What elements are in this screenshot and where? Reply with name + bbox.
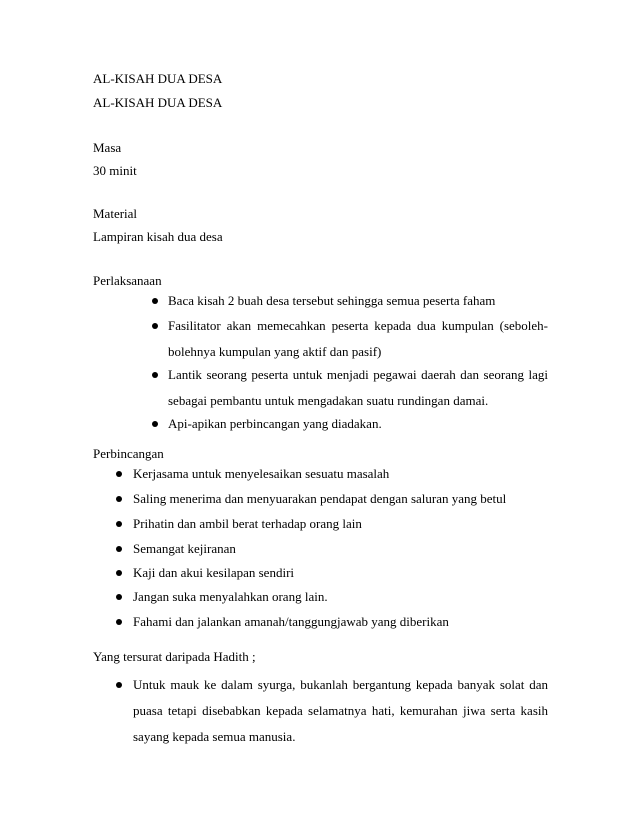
bullet-icon — [152, 372, 158, 378]
list-item-text: Saling menerima dan menyuarakan pendapat dengan saluran yang betul — [133, 491, 507, 506]
masa-label: Masa — [93, 140, 122, 155]
list-item-text: Fahami dan jalankan amanah/tanggungjawab yang diberikan — [133, 614, 449, 629]
list-item-text: Lantik seorang peserta untuk menjadi pegawai daerah dan seorang lagi sebagai pembantu untuk mengadakan suatu rundingan damai. — [168, 367, 548, 408]
list-item-text: Untuk mauk ke dalam syurga, bukanlah bergantung kepada banyak solat dan puasa tetapi disebabkan kepada selamatnya hati, kemurahan jiwa serta kasih sayang kepada semua manusia. — [133, 677, 548, 744]
list-item-text: Kerjasama untuk menyelesaikan sesuatu masalah — [133, 466, 390, 481]
material-label: Material — [93, 206, 138, 221]
bullet-icon — [116, 521, 122, 527]
bullet-icon — [116, 594, 122, 600]
list-item-text: Api-apikan perbincangan yang diadakan. — [168, 416, 382, 431]
bullet-icon — [116, 570, 122, 576]
bullet-icon — [152, 323, 158, 329]
list-item-text: Fasilitator akan memecahkan peserta kepada dua kumpulan (seboleh-bolehnya kumpulan yang aktif dan pasif) — [168, 318, 548, 359]
bullet-icon — [152, 421, 158, 427]
masa-value: 30 minit — [93, 163, 137, 178]
bullet-icon — [152, 298, 158, 304]
title-line-1: AL-KISAH DUA DESA — [93, 71, 223, 86]
title-line-2: AL-KISAH DUA DESA — [93, 95, 223, 110]
list-item-text: Baca kisah 2 buah desa tersebut sehingga semua peserta faham — [168, 293, 496, 308]
bullet-icon — [116, 496, 122, 502]
hadith-label: Yang tersurat daripada Hadith ; — [93, 649, 256, 664]
list-item-text: Jangan suka menyalahkan orang lain. — [133, 589, 328, 604]
list-item-text: Prihatin dan ambil berat terhadap orang lain — [133, 516, 362, 531]
perlaksanaan-label: Perlaksanaan — [93, 273, 162, 288]
bullet-icon — [116, 619, 122, 625]
list-item-text: Kaji dan akui kesilapan sendiri — [133, 565, 295, 580]
perbincangan-label: Perbincangan — [93, 446, 164, 461]
material-value: Lampiran kisah dua desa — [93, 229, 223, 244]
bullet-icon — [116, 546, 122, 552]
list-item-text: Semangat kejiranan — [133, 541, 236, 556]
bullet-icon — [116, 682, 122, 688]
bullet-icon — [116, 471, 122, 477]
